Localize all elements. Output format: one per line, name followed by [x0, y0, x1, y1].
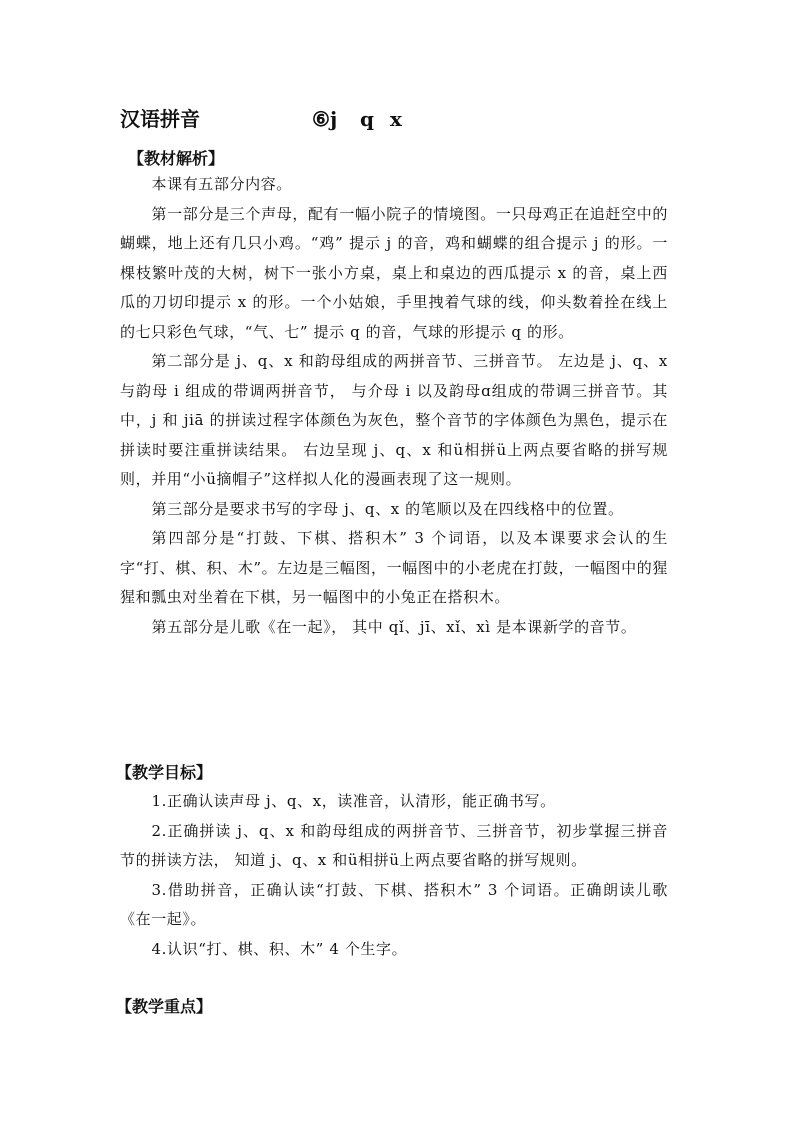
letter-x: x [389, 107, 402, 131]
goal-item: 2.正确拼读 j、q、x 和韵母组成的两拼音节、三拼音节，初步掌握三拼音节的拼读方法， 知道 j、q、x 和ü相拼ü上两点要省略的拼写规则。 [120, 821, 668, 869]
subject-title: 汉语拼音 [120, 107, 200, 131]
lesson-number: ⑥ [312, 107, 330, 131]
goal-item: 4.认识“打、棋、积、木” 4 个生字。 [151, 939, 408, 958]
analysis-paragraph: 第四部分是“打鼓、下棋、搭积木” 3 个词语，以及本课要求会认的生字“打、棋、积、木”。左边是三幅图，一幅图中的小老虎在打鼓，一幅图中的猩猩和瓢虫对坐着在下棋，另一幅图中的小兔正在搭积木。 [120, 529, 668, 606]
letter-j: j [329, 107, 338, 131]
focus-heading: 【教学重点】 [116, 997, 213, 1016]
goals-heading: 【教学目标】 [116, 763, 213, 782]
goals-body [120, 787, 668, 964]
analysis-heading: 【教材解析】 [128, 149, 225, 168]
analysis-paragraph: 第三部分是要求书写的字母 j、q、x 的笔顺以及在四线格中的位置。 [151, 499, 624, 518]
lesson-letters [312, 104, 420, 134]
analysis-paragraph: 本课有五部分内容。 [151, 175, 292, 193]
goal-item: 3.借助拼音，正确认读“打鼓、下棋、搭积木” 3 个词语。正确朗读儿歌《在一起》。 [120, 880, 668, 928]
analysis-paragraph: 第五部分是儿歌《在一起》， 其中 qǐ、jī、xǐ、xì 是本课新学的音节。 [151, 617, 637, 636]
analysis-paragraph: 第一部分是三个声母，配有一幅小院子的情境图。一只母鸡正在追赶空中的蝴蝶，地上还有几只小鸡。“鸡” 提示 j 的音，鸡和蝴蝶的组合提示 j 的形。一棵枝繁叶茂的大树，树下一张小方桌，桌上和桌边的西瓜提示 x 的音，桌上西瓜的刀切印提示 x 的形。一个小姑娘，手里拽着气球的线，仰头数着拴在线上的七只彩色气球，“气、七” 提示 q 的音，气球的形提示 q 的形。 [120, 204, 668, 341]
goal-item: 1.正确认读声母 j、q、x，读准音，认清形，能正确书写。 [151, 792, 556, 810]
analysis-paragraph: 第二部分是 j、q、x 和韵母组成的两拼音节、三拼音节。 左边是 j、q、x 与韵母 i 组成的带调两拼音节， 与介母 i 以及韵母ɑ组成的带调三拼音节。其中，j 和 jiā 的拼读过程字体颜色为灰色，整个音节的字体颜色为黑色，提示在拼读时要注重拼读结果。 右边呈现 j、q、x 和ü相拼ü上两点要省略的拼写规则，并用“小ü摘帽子”这样拟人化的漫画表现了这一规则。 [120, 352, 668, 488]
analysis-body [120, 170, 668, 642]
letter-q: q [359, 107, 374, 131]
